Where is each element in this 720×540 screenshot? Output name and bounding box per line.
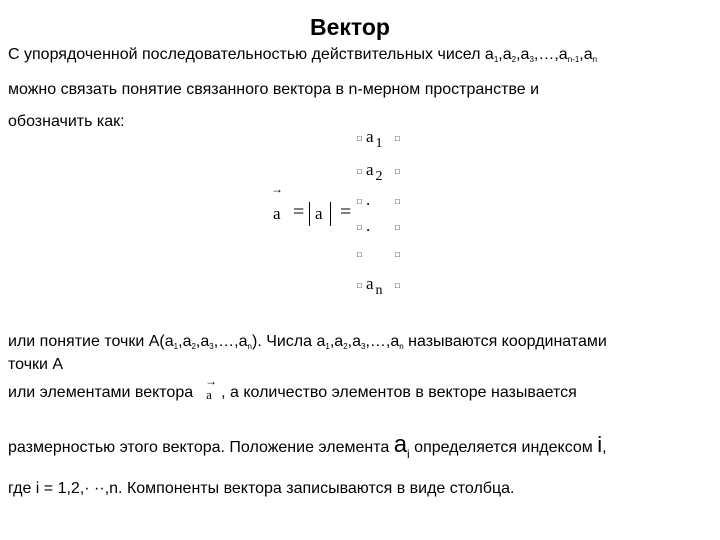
column-entry: a $_1$ (366, 127, 383, 151)
element-symbol: a (393, 431, 408, 458)
column-left-bracket-glyph: □ (357, 197, 362, 206)
equals-sign-1: = (293, 201, 305, 223)
line-7-prefix: размерностью этого вектора. Положение элемента (8, 439, 394, 456)
left-bracket (309, 202, 310, 226)
sequence-index: 3 (361, 342, 366, 351)
column-right-bracket-glyph: □ (395, 197, 400, 206)
sequence-element: a (334, 333, 344, 350)
sequence-element: a (182, 333, 192, 350)
right-bracket (330, 202, 331, 226)
numbers-sequence (316, 333, 403, 350)
column-left-bracket-glyph: □ (357, 281, 362, 290)
column-left-bracket-glyph: □ (357, 250, 362, 259)
sequence-separator: , (347, 333, 353, 350)
vector-arrow: → (271, 182, 283, 196)
sequence-index: 1 (325, 342, 330, 351)
page-title: Вектор (310, 14, 390, 40)
sequence-index: 2 (511, 55, 517, 64)
column-entry: a $_2$ (366, 160, 383, 184)
equals-sign-2: = (340, 201, 352, 223)
sequence-element: a (316, 333, 326, 350)
sequence-separator: , (579, 46, 584, 63)
sequence-index: 2 (343, 342, 348, 351)
paragraph-line-5: точки А (8, 356, 64, 373)
sequence-index: 3 (529, 55, 534, 64)
sequence-element: a (484, 46, 494, 63)
sequence-index: 1 (493, 55, 499, 64)
line-4-prefix: или понятие точки А( (8, 333, 165, 350)
sequence-element: a (238, 333, 248, 350)
line-1-text: С упорядоченной последовательностью действительных чисел (8, 46, 485, 63)
sequence-index: n (592, 55, 598, 64)
column-entry: a $_n$ (366, 274, 383, 298)
sequence-element: a (164, 333, 174, 350)
paragraph-line-2: можно связать понятие связанного вектора в n-мерном пространстве и (8, 81, 540, 98)
column-right-bracket-glyph: □ (395, 281, 400, 290)
sequence-element: a (583, 46, 593, 63)
column-right-bracket-glyph: □ (395, 134, 400, 143)
index-symbol: i (597, 432, 603, 457)
sequence-separator: , (178, 333, 183, 350)
paragraph-line-8: где i = 1,2,· ··,n. Компоненты вектора записываются в виде столбца. (8, 480, 515, 497)
sequence-index: 1 (173, 342, 179, 351)
sequence-index: n-1 (567, 55, 580, 64)
column-entry-index: 1 (375, 136, 383, 151)
line-4-middle: ). Числа (251, 333, 317, 350)
sequence-separator: ,…, (365, 333, 391, 350)
sequence-separator: , (498, 46, 503, 63)
column-right-bracket-glyph: □ (395, 223, 400, 232)
sequence-element: a (558, 46, 568, 63)
sequence-element: a (390, 333, 400, 350)
sequence-separator: , (195, 333, 201, 350)
column-left-bracket-glyph: □ (357, 167, 362, 176)
sequence-a1-to-an (485, 46, 597, 63)
element-index: i (407, 447, 410, 461)
paragraph-line-6 (8, 374, 577, 402)
column-entry: . (366, 216, 371, 235)
paragraph-line-7 (8, 427, 607, 466)
sequence-separator: ,…, (533, 46, 559, 63)
sequence-separator: , (329, 333, 335, 350)
sequence-element: a (502, 46, 512, 63)
column-right-bracket-glyph: □ (395, 167, 400, 176)
line-6-prefix: или элементами вектора (8, 384, 194, 401)
inline-vector-arrow: → (205, 374, 218, 388)
paragraph-line-3: обозначить как: (8, 113, 125, 130)
line-6-suffix: , а количество элементов в векторе называется (221, 384, 577, 401)
inline-vector-symbol: a (206, 387, 212, 402)
sequence-element: a (520, 46, 530, 63)
paragraph-line-1 (8, 46, 597, 64)
line-7-suffix: , (602, 439, 607, 456)
sequence-element: a (200, 333, 210, 350)
sequence-separator: ,…, (213, 333, 239, 350)
column-left-bracket-glyph: □ (357, 134, 362, 143)
sequence-separator: , (516, 46, 521, 63)
bracketed-symbol: a (315, 204, 323, 223)
sequence-index: 3 (209, 342, 214, 351)
column-entry: . (366, 190, 371, 209)
sequence-index: n (399, 342, 404, 351)
column-entry-index: n (375, 283, 383, 298)
sequence-index: 2 (191, 342, 196, 351)
line-7-middle: определяется индексом (414, 439, 598, 456)
column-left-bracket-glyph: □ (357, 223, 362, 232)
vector-symbol: a (273, 204, 281, 223)
line-4-suffix: называются координатами (403, 333, 607, 350)
inline-vector (193, 374, 221, 402)
column-right-bracket-glyph: □ (395, 250, 400, 259)
sequence-index: n (247, 342, 252, 351)
sequence-element: a (352, 333, 362, 350)
column-entry-index: 2 (375, 169, 383, 184)
point-coordinates (165, 333, 252, 350)
paragraph-line-4 (8, 333, 607, 351)
